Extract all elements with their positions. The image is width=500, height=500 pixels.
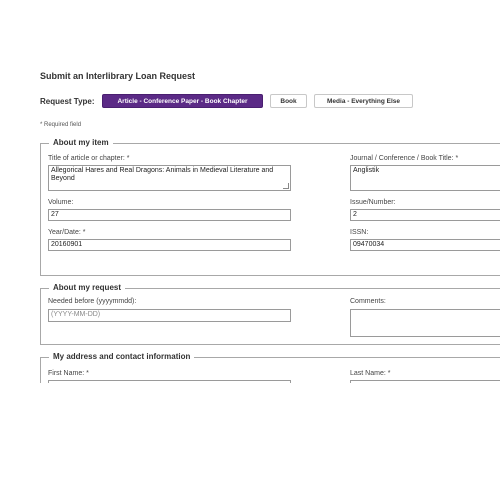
comments-textarea[interactable]: [350, 309, 500, 337]
issue-input[interactable]: 2: [350, 209, 500, 221]
page-title: Submit an Interlibrary Loan Request: [40, 71, 196, 81]
needed-before-input[interactable]: [48, 309, 291, 322]
request-type-media-button[interactable]: Media - Everything Else: [314, 94, 413, 108]
request-type-article-button[interactable]: Article - Conference Paper - Book Chapter: [102, 94, 263, 108]
required-field-note: * Required field: [40, 122, 82, 128]
resize-handle-icon[interactable]: [283, 183, 289, 189]
title-value: Allegorical Hares and Real Dragons: Animals in Medieval Literature and Beyond: [51, 167, 274, 182]
comments-label: Comments:: [350, 298, 386, 305]
journal-label: Journal / Conference / Book Title: *: [350, 155, 459, 162]
journal-textarea[interactable]: [350, 165, 500, 191]
year-input[interactable]: 20160901: [48, 239, 291, 251]
needed-before-placeholder: (YYYY-MM-DD): [51, 311, 101, 318]
issn-input[interactable]: 09470034: [350, 239, 500, 251]
about-item-legend: About my item: [49, 138, 113, 147]
volume-input[interactable]: 27: [48, 209, 291, 221]
contact-legend: My address and contact information: [49, 352, 194, 361]
journal-value: Anglistik: [353, 167, 380, 174]
year-label: Year/Date: *: [48, 229, 86, 236]
volume-label: Volume:: [48, 199, 74, 206]
last-name-label: Last Name: *: [350, 370, 391, 377]
about-request-legend: About my request: [49, 283, 125, 292]
blank-area: [0, 383, 500, 500]
issn-label: ISSN:: [350, 229, 369, 236]
request-type-book-button[interactable]: Book: [270, 94, 307, 108]
request-type-label: Request Type:: [40, 97, 95, 106]
title-textarea[interactable]: [48, 165, 291, 191]
issue-label: Issue/Number:: [350, 199, 396, 206]
needed-before-label: Needed before (yyyymmdd):: [48, 298, 137, 305]
first-name-label: First Name: *: [48, 370, 89, 377]
title-label: Title of article or chapter: *: [48, 155, 130, 162]
